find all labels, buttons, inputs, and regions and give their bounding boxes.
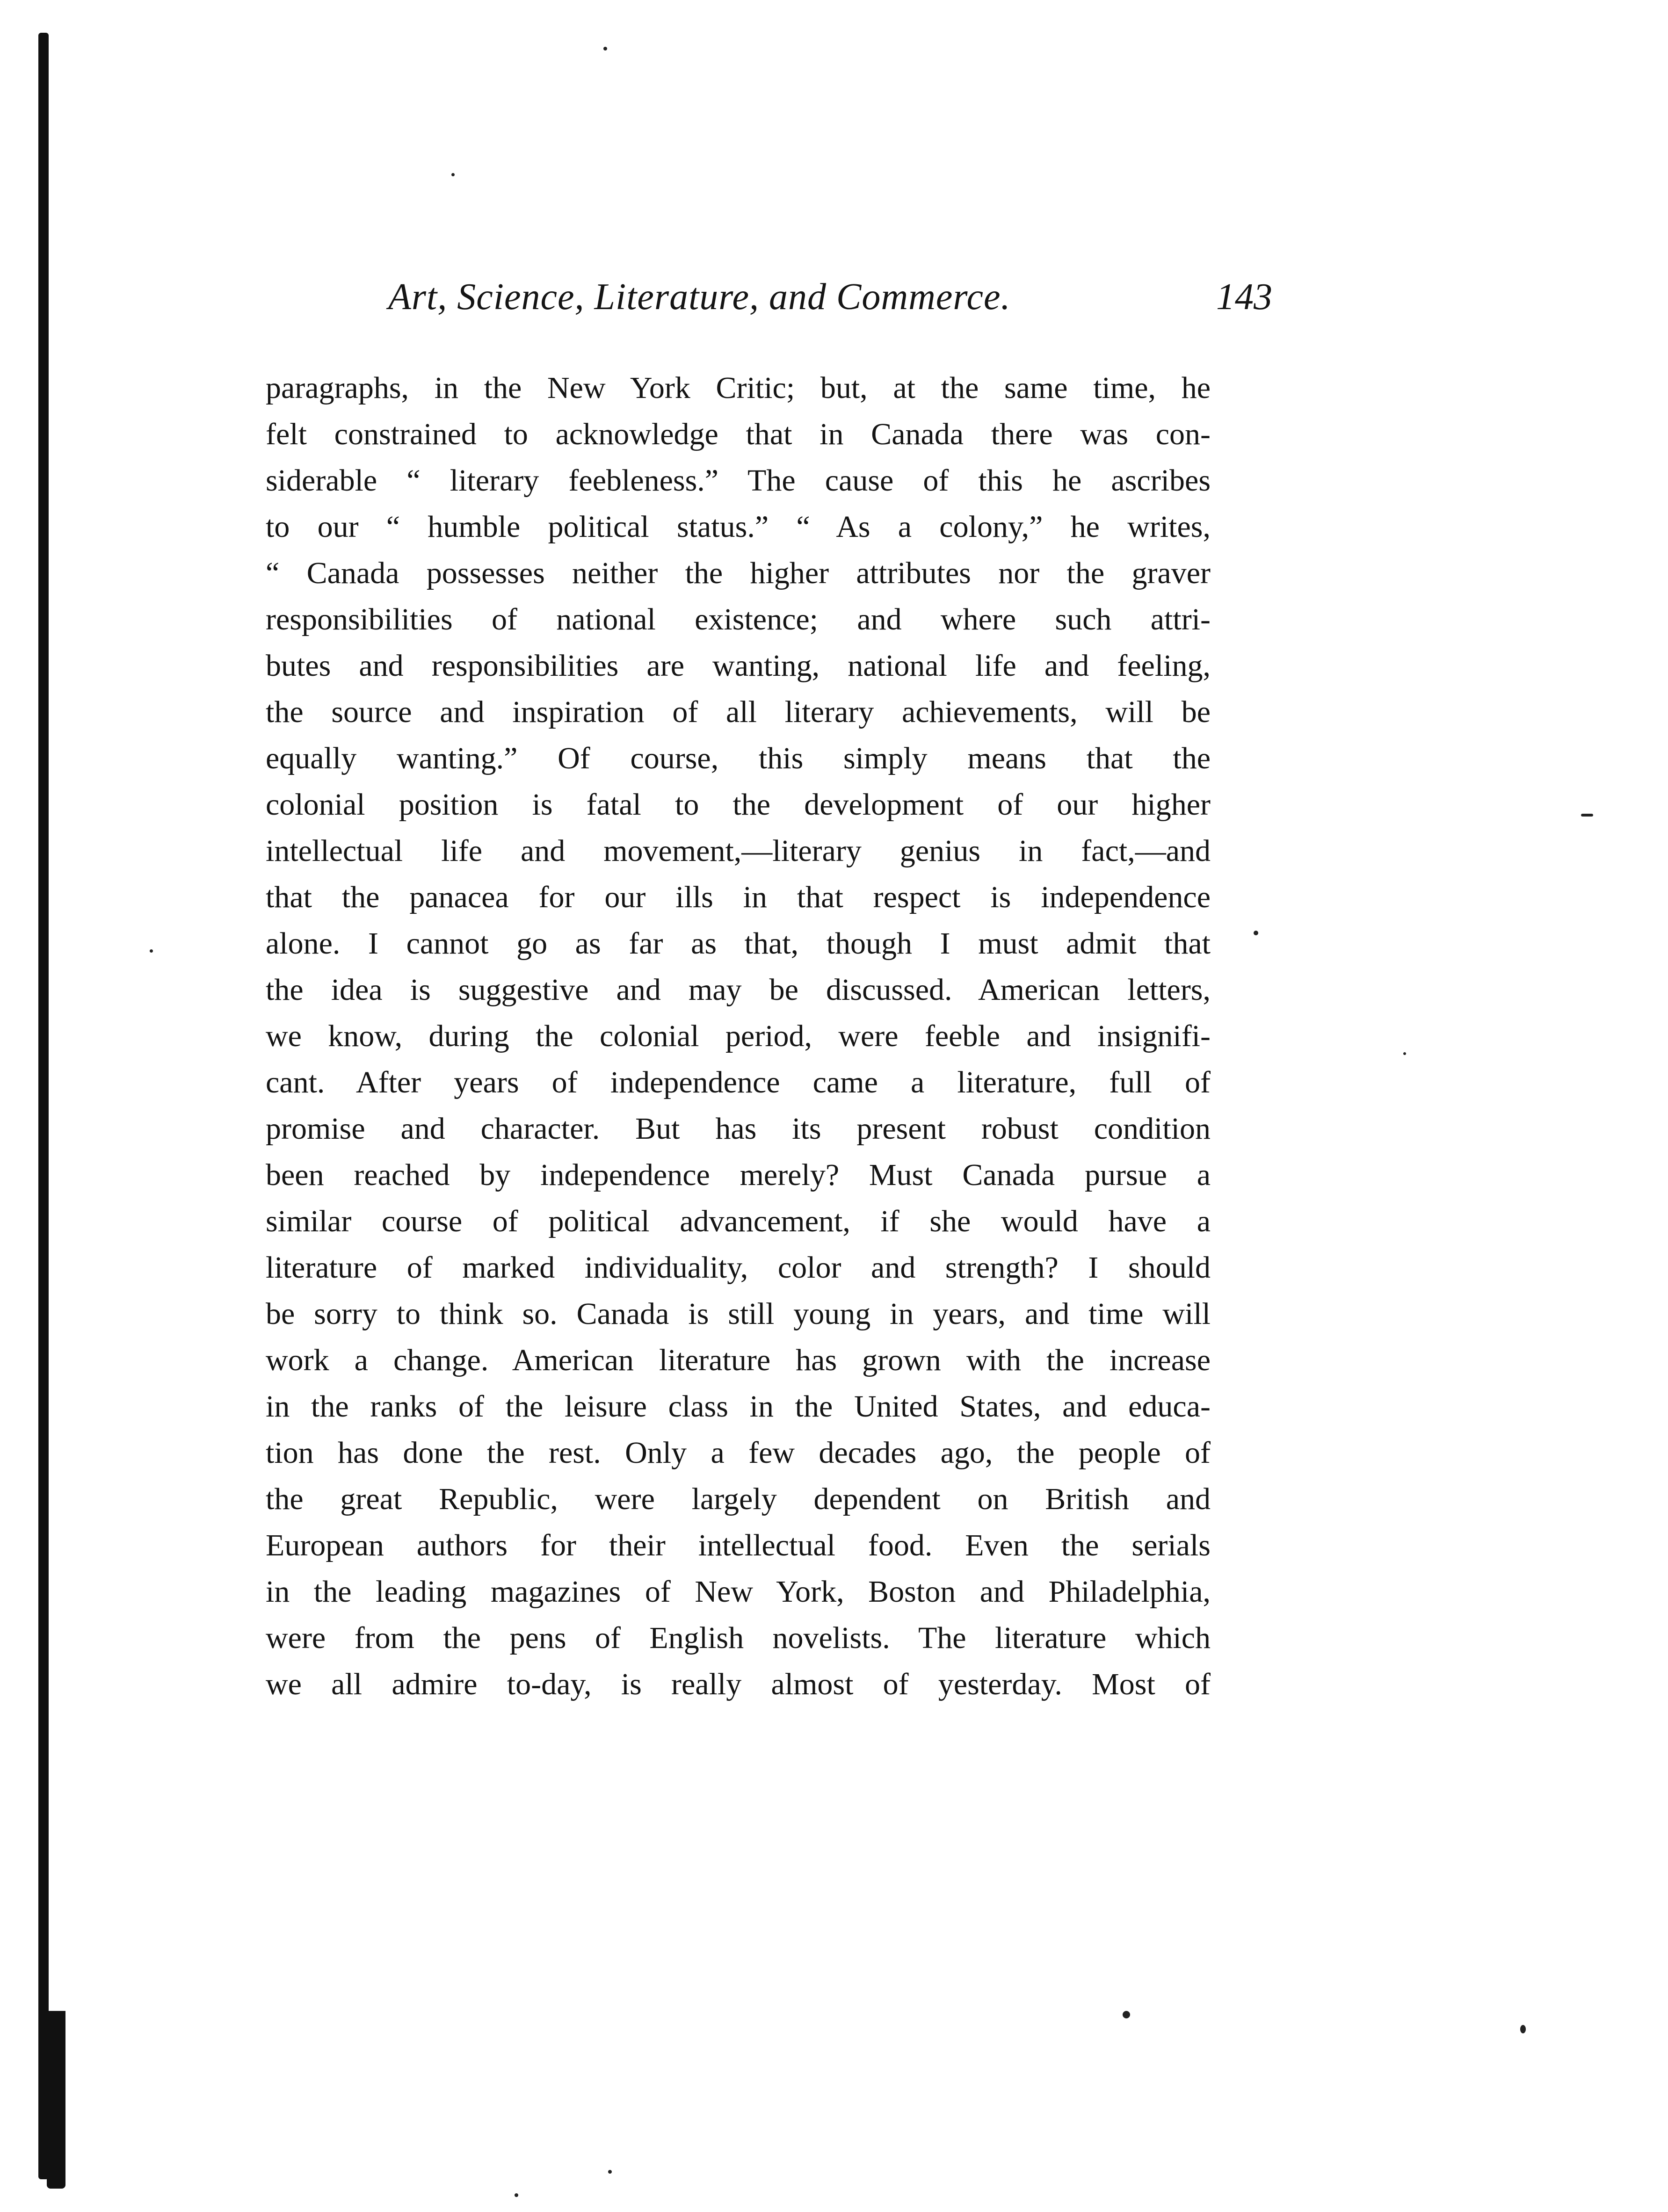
text-line: cant. After years of independence came a literature, full of (266, 1065, 1211, 1099)
text-line: promise and character. But has its present robust condition (266, 1112, 1211, 1146)
text-line: “ Canada possesses neither the higher attributes nor the graver (266, 556, 1211, 590)
text-line: siderable “ literary feebleness.” The cause of this he ascribes (266, 463, 1211, 498)
page-number: 143 (1216, 276, 1272, 318)
text-line: were from the pens of English novelists. The literature which (266, 1621, 1211, 1655)
scan-speck (603, 47, 607, 51)
text-line: literature of marked individuality, color and strength? I should (266, 1251, 1211, 1285)
scan-speck (1520, 2025, 1526, 2033)
text-line: paragraphs, in the New York Critic; but, at the same time, he (266, 371, 1211, 405)
text-line: that the panacea for our ills in that respect is independence (266, 880, 1211, 914)
text-line: similar course of political advancement, if she would have a (266, 1204, 1211, 1238)
text-line: tion has done the rest. Only a few decades ago, the people of (266, 1436, 1211, 1470)
running-title: Art, Science, Literature, and Commerce. (388, 276, 1011, 318)
text-line: intellectual life and movement,—literary genius in fact,—and (266, 834, 1211, 868)
page-binding-edge (38, 33, 49, 2179)
text-line: responsibilities of national existence; and where such attri- (266, 602, 1211, 636)
page-binding-shadow (47, 2011, 65, 2189)
text-line: colonial position is fatal to the development of our higher (266, 788, 1211, 822)
scan-speck (608, 2170, 612, 2174)
scan-speck (451, 173, 455, 176)
scan-speck (1581, 814, 1593, 817)
text-line: to our “ humble political status.” “ As a colony,” he writes, (266, 510, 1211, 544)
scan-speck (1403, 1052, 1406, 1055)
text-line: alone. I cannot go as far as that, though I must admit that (266, 926, 1211, 961)
text-line: we all admire to-day, is really almost of yesterday. Most of (266, 1667, 1211, 1701)
text-line: butes and responsibilities are wanting, national life and feeling, (266, 649, 1211, 683)
text-line: be sorry to think so. Canada is still young in years, and time will (266, 1297, 1211, 1331)
scan-speck (1123, 2011, 1130, 2018)
text-line: the idea is suggestive and may be discussed. American letters, (266, 973, 1211, 1007)
text-line: European authors for their intellectual food. Even the serials (266, 1528, 1211, 1562)
body-text (266, 365, 1211, 1707)
text-line: in the ranks of the leisure class in the United States, and educa- (266, 1389, 1211, 1424)
text-line: the great Republic, were largely dependent on British and (266, 1482, 1211, 1516)
text-line: been reached by independence merely? Must Canada pursue a (266, 1158, 1211, 1192)
text-line: work a change. American literature has grown with the increase (266, 1343, 1211, 1377)
page-header (262, 276, 1272, 332)
text-line: equally wanting.” Of course, this simply means that the (266, 741, 1211, 775)
text-line: felt constrained to acknowledge that in Canada there was con- (266, 417, 1211, 451)
text-line: the source and inspiration of all literary achievements, will be (266, 695, 1211, 729)
scan-speck (1254, 931, 1258, 935)
text-line: in the leading magazines of New York, Boston and Philadelphia, (266, 1575, 1211, 1609)
scan-speck (150, 949, 153, 953)
scan-speck (515, 2193, 518, 2197)
text-line: we know, during the colonial period, were feeble and insignifi- (266, 1019, 1211, 1053)
